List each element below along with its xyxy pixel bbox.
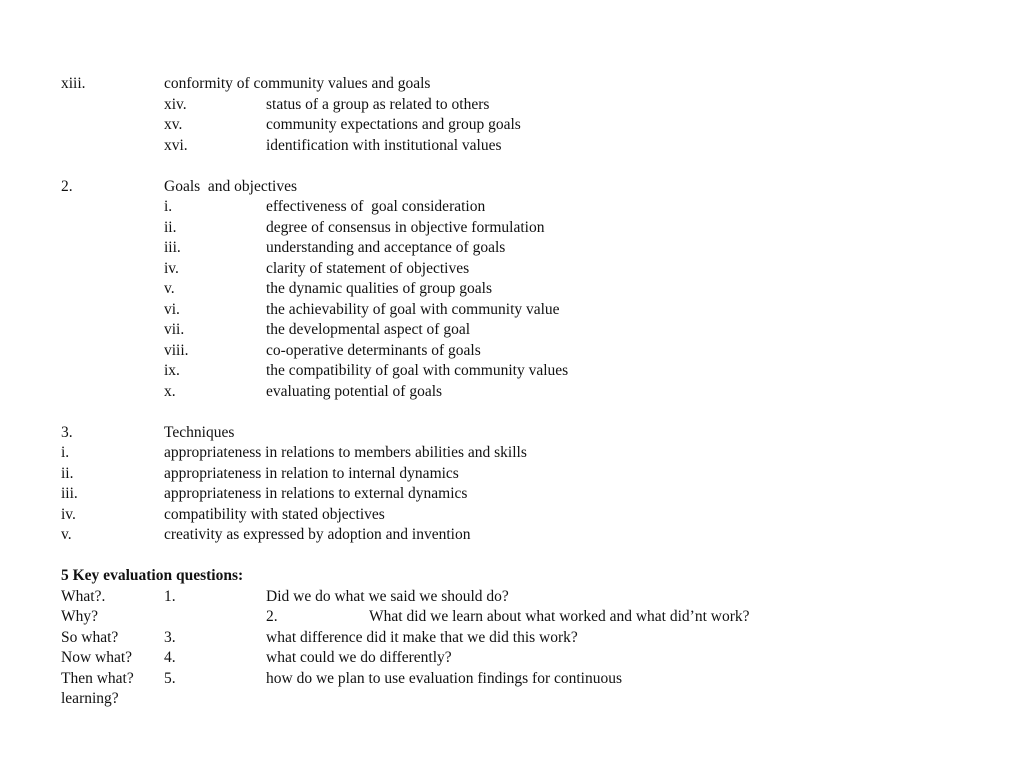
item-text: degree of consensus in objective formulation xyxy=(266,218,545,236)
item-number: xvi. xyxy=(164,136,188,154)
spacer xyxy=(61,402,1001,423)
question-text: what difference did it make that we did this work? xyxy=(266,628,578,646)
item-text: clarity of statement of objectives xyxy=(266,259,470,277)
item-number: i. xyxy=(164,198,173,215)
item-number: vii. xyxy=(164,321,185,338)
item-text: the compatibility of goal with community values xyxy=(266,362,569,379)
item-text: compatibility with stated objectives xyxy=(164,505,385,523)
list-item xyxy=(61,238,1001,259)
question-row xyxy=(61,628,1001,649)
question-text: what could we do differently? xyxy=(266,649,452,666)
question-text: Did we do what we said we should do? xyxy=(266,587,509,605)
list-item xyxy=(61,300,1001,321)
item-text: evaluating potential of goals xyxy=(266,382,443,400)
section-title: Techniques xyxy=(164,423,235,441)
item-text: status of a group as related to others xyxy=(266,95,490,113)
section-number: 3. xyxy=(61,423,73,441)
item-number: xiii. xyxy=(61,75,86,92)
question-number: 2. xyxy=(266,608,278,625)
document-body xyxy=(61,74,1001,710)
item-text: appropriateness in relation to internal dynamics xyxy=(164,464,459,482)
list-item xyxy=(61,197,1001,218)
item-text: creativity as expressed by adoption and invention xyxy=(164,526,471,543)
question-label: What?. xyxy=(61,587,106,605)
item-text: community expectations and group goals xyxy=(266,116,521,133)
item-text: appropriateness in relations to external dynamics xyxy=(164,485,468,502)
item-number: ix. xyxy=(164,362,180,379)
question-row xyxy=(61,607,1001,628)
question-label: Then what? xyxy=(61,669,134,687)
question-number: 3. xyxy=(164,628,176,646)
section-title: Goals and objectives xyxy=(164,177,298,195)
item-text: co-operative determinants of goals xyxy=(266,341,481,359)
list-item xyxy=(61,320,1001,341)
item-text: effectiveness of goal consideration xyxy=(266,198,486,215)
key-questions-heading: 5 Key evaluation questions: xyxy=(61,567,244,584)
item-text: the achievability of goal with community value xyxy=(266,300,560,318)
question-row xyxy=(61,669,1001,690)
item-text: understanding and acceptance of goals xyxy=(266,239,506,256)
list-item xyxy=(61,74,1001,95)
list-item xyxy=(61,464,1001,485)
question-label: Why? xyxy=(61,608,99,625)
question-text: What did we learn about what worked and what did’nt work? xyxy=(369,608,750,625)
item-number: i. xyxy=(61,444,70,461)
list-item xyxy=(61,279,1001,300)
section-heading xyxy=(61,566,1001,587)
list-item xyxy=(61,484,1001,505)
item-number: ii. xyxy=(61,464,74,482)
list-item xyxy=(61,505,1001,526)
question-number: 5. xyxy=(164,669,176,687)
question-continuation xyxy=(61,689,1001,710)
list-item xyxy=(61,361,1001,382)
item-number: iii. xyxy=(61,485,78,502)
spacer xyxy=(61,546,1001,567)
section-heading xyxy=(61,177,1001,198)
item-text: the dynamic qualities of group goals xyxy=(266,280,492,297)
item-number: iv. xyxy=(61,505,76,523)
item-number: x. xyxy=(164,382,176,400)
question-label: Now what? xyxy=(61,649,133,666)
list-item xyxy=(61,218,1001,239)
section-heading xyxy=(61,423,1001,444)
list-item xyxy=(61,341,1001,362)
item-text: identification with institutional values xyxy=(266,136,502,154)
item-text: conformity of community values and goals xyxy=(164,75,431,92)
list-item xyxy=(61,382,1001,403)
section-number: 2. xyxy=(61,177,73,195)
spacer xyxy=(61,156,1001,177)
list-item xyxy=(61,115,1001,136)
question-text: how do we plan to use evaluation findings for continuous xyxy=(266,669,623,687)
item-number: xv. xyxy=(164,116,183,133)
item-number: iii. xyxy=(164,239,181,256)
item-number: xiv. xyxy=(164,95,187,113)
question-number: 4. xyxy=(164,649,176,666)
question-label: So what? xyxy=(61,628,119,646)
item-number: viii. xyxy=(164,341,189,359)
list-item xyxy=(61,259,1001,280)
list-item xyxy=(61,525,1001,546)
item-number: ii. xyxy=(164,218,177,236)
item-number: iv. xyxy=(164,259,179,277)
question-number: 1. xyxy=(164,587,176,605)
item-number: v. xyxy=(61,526,72,543)
item-text: the developmental aspect of goal xyxy=(266,321,471,338)
item-number: v. xyxy=(164,280,175,297)
list-item xyxy=(61,95,1001,116)
list-item xyxy=(61,443,1001,464)
question-row xyxy=(61,648,1001,669)
item-number: vi. xyxy=(164,300,180,318)
list-item xyxy=(61,136,1001,157)
item-text: appropriateness in relations to members abilities and skills xyxy=(164,444,527,461)
question-row xyxy=(61,587,1001,608)
continuation-text: learning? xyxy=(61,690,119,707)
